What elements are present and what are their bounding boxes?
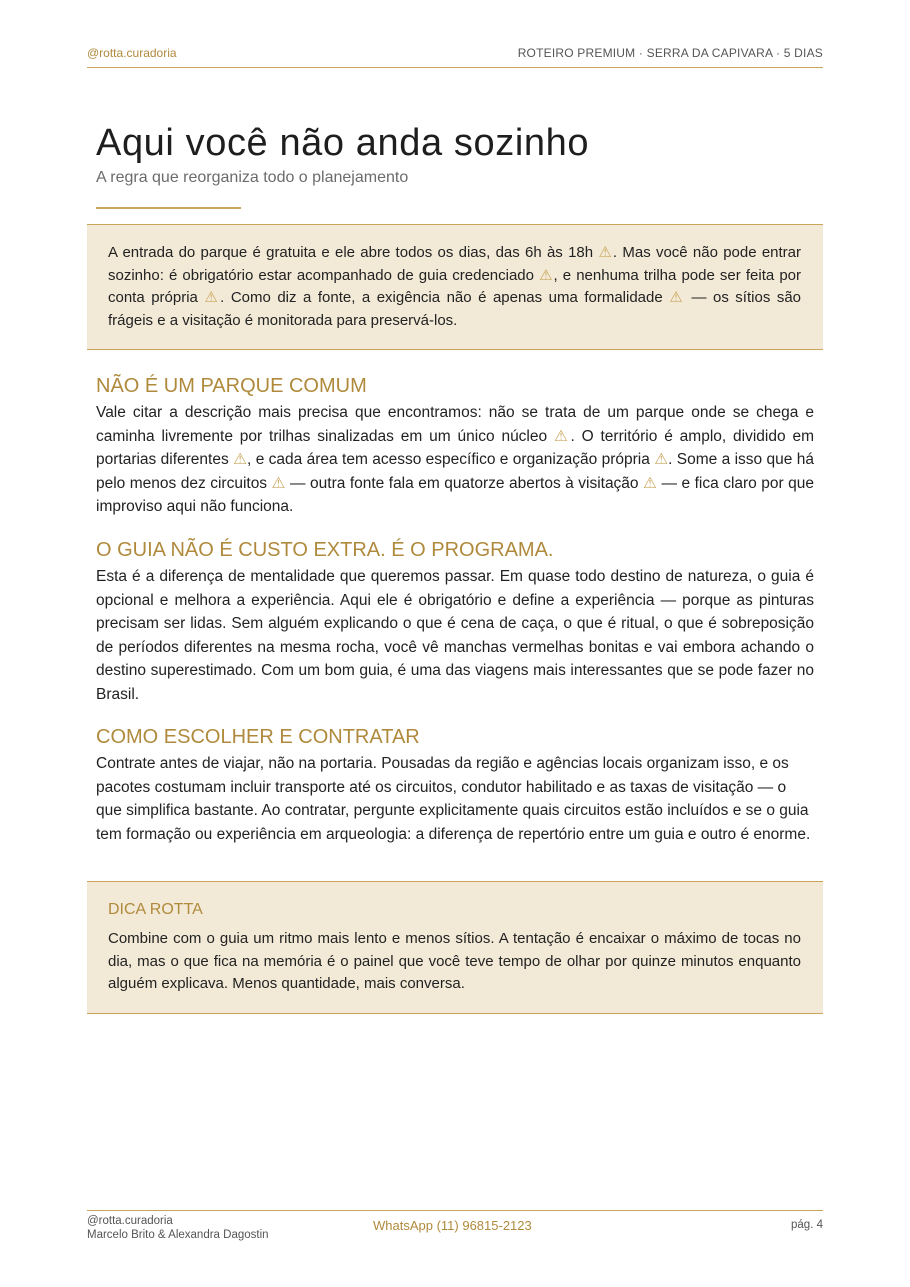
warning-icon: ⚠ [539,266,554,284]
warning-icon: ⚠ [654,451,669,469]
tip-title: DICA ROTTA [108,901,203,918]
page-number: pág. 4 [791,1219,823,1231]
page-title: Aqui você não anda sozinho [96,122,590,164]
page-footer [87,1210,823,1251]
intro-callout-box [87,224,823,350]
section-text-part: . Some a isso que há pelo menos dez circuitos [96,451,814,492]
section-how-to-hire [96,724,814,846]
section-text-part: — e fica claro por que improviso aqui não funciona. [96,474,814,516]
section-body: Contrate antes de viajar, não na portaria. Pousadas da região e agências locais organizam isso, e os pacotes costumam incluir transporte até os circuitos, condutor habilitado e as taxas de visitação — o que simplifica bastante. Ao contratar, pergunte explicitamente quais circuitos estão incluídos e se o guia tem formação ou experiência em arqueologia: a diferença de repertório entre um guia e outro é enorme. [96,755,811,843]
footer-brand: @rotta.curadoria [87,1215,173,1227]
footer-credits [87,1214,269,1242]
section-text-part: . O território é amplo, dividido em portarias diferentes [96,427,814,469]
warning-icon: ⚠ [598,244,613,261]
warning-icon: ⚠ [204,289,221,306]
intro-text-part: . Mas você não pode entrar sozinho: é obrigatório estar acompanhado de guia credenciado [108,244,802,284]
header-document-title: ROTEIRO PREMIUM · SERRA DA CAPIVARA · 5 DIAS [517,46,823,60]
intro-text-part: — os sítios são frágeis e a visitação é monitorada para preservá-los. [108,289,802,329]
section-heading: COMO ESCOLHER E CONTRATAR [96,726,420,748]
warning-icon: ⚠ [553,427,571,445]
warning-icon: ⚠ [669,289,685,306]
intro-text-part: , e nenhuma trilha pode ser feita por conta própria [108,266,802,306]
footer-whatsapp-contact: WhatsApp (11) 96815-2123 [373,1218,532,1233]
section-text-part: , e cada área tem acesso específico e organização própria [247,451,655,469]
footer-authors: Marcelo Brito & Alexandra Dagostin [87,1229,269,1241]
intro-text [108,242,801,332]
intro-text-part: A entrada do parque é gratuita e ele abre todos os dias, das 6h às 18h [108,244,599,261]
section-text-part: Vale citar a descrição mais precisa que encontramos: não se trata de um parque onde se chega e caminha livremente por trilhas sinalizadas em um único núcleo [96,404,814,445]
page-header [87,46,823,68]
section-heading: NÃO É UM PARQUE COMUM [96,375,367,397]
section-guide-is-program [96,537,814,707]
page-subtitle: A regra que reorganiza todo o planejamento [96,169,409,186]
header-brand: @rotta.curadoria [87,46,177,60]
intro-text-part: . Como diz a fonte, a exigência não é apenas uma formalidade [220,289,670,306]
warning-icon: ⚠ [271,474,286,492]
warning-icon: ⚠ [233,451,248,469]
section-text-part: — outra fonte fala em quatorze abertos à visitação [285,474,644,492]
section-heading: O GUIA NÃO É CUSTO EXTRA. É O PROGRAMA. [96,539,554,561]
section-body: Esta é a diferença de mentalidade que queremos passar. Em quase todo destino de natureza, o guia é opcional e melhora a experiência. Aqui ele é obrigatório e define a experiência — porque as pinturas precisam ser lidas. Sem alguém explicando o que é cena de caça, o que é ritual, o que é sobreposição de períodos diferentes na mesma rocha, você vê manchas vermelhas bonitas e vai embora achando o destino superestimado. Com um bom guia, é uma das viagens mais interessantes que se pode fazer no Brasil. [96,568,814,703]
warning-icon: ⚠ [643,474,658,492]
title-underline [96,207,241,209]
section-body [96,401,814,519]
tip-callout-box [87,881,823,1014]
section-not-common-park [96,373,814,519]
tip-text: Combine com o guia um ritmo mais lento e menos sítios. A tentação é encaixar o máximo de tocas no dia, mas o que fica na memória é o painel que você teve tempo de olhar por quinze minutos enquanto alguém explicava. Menos quantidade, mais conversa. [108,930,801,992]
